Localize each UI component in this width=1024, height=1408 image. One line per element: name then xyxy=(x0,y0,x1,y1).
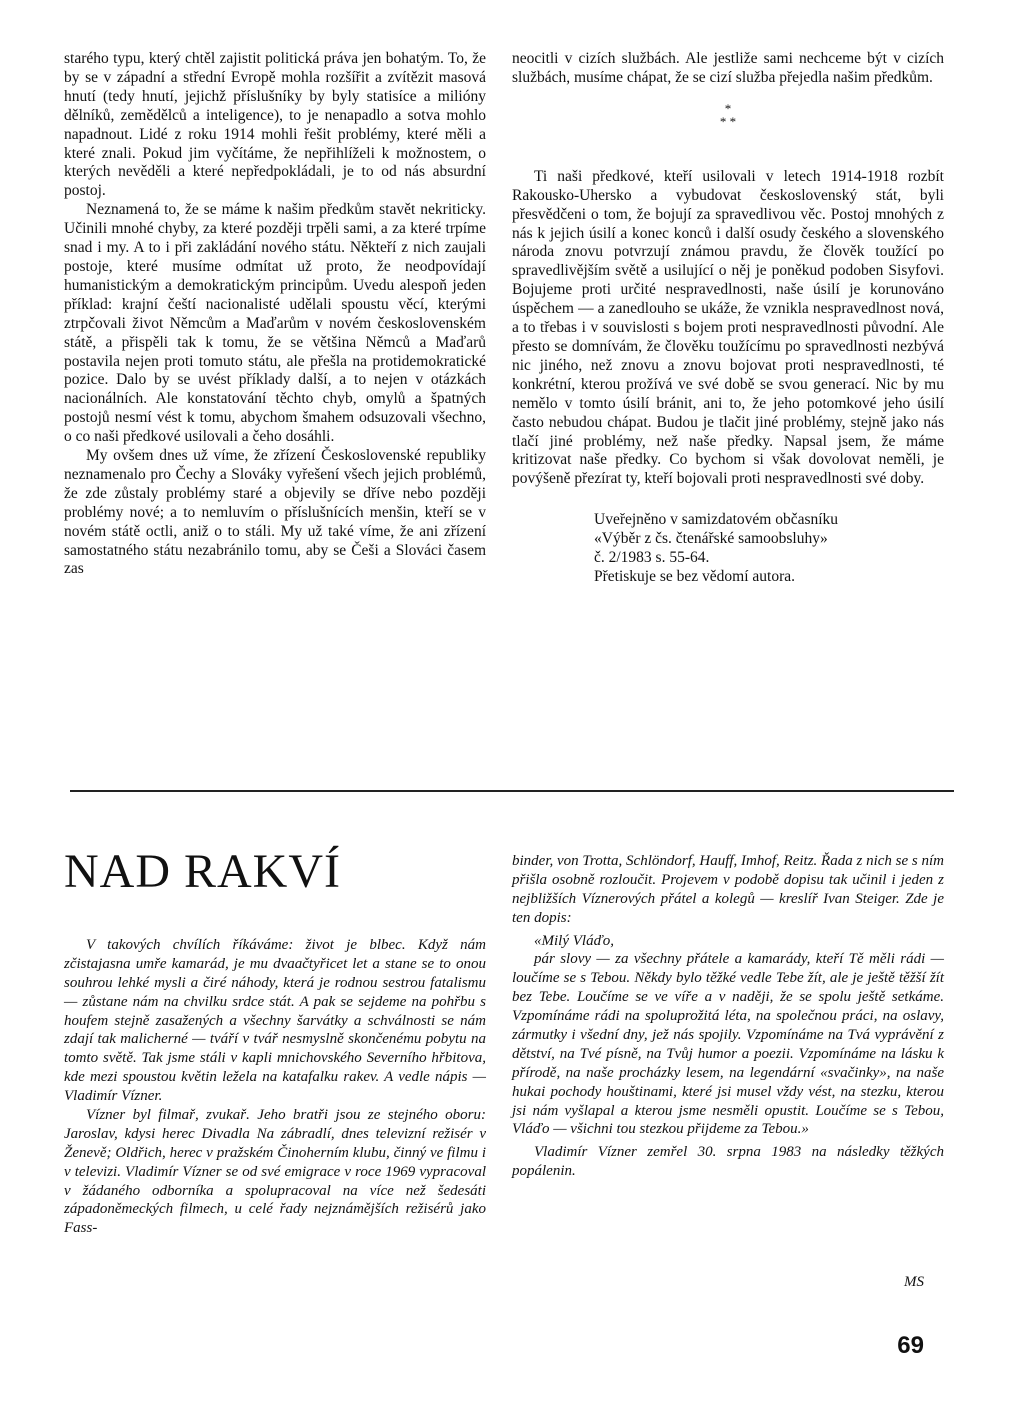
paragraph: starého typu, který chtěl zajistit politická práva jen bohatým. To, že by se v západní a střední Evropě mohla rozšířit a zvítězit masová hnutí (tedy hnutí, jejichž příslušníky by byly statisíce a milióny dělníků, zemědělců a inteligence), to je nenapadlo a sotva mohlo napadnout. Lidé z roku 1914 mohli řešit problémy, které měli a které znali. Pokud jim vyčítáme, že nepřihlíželi k možnostem, o kterých nevěděli a které nepředpokládali, je to od nás absurdní postoj. xyxy=(64,50,486,200)
article-title: NAD RAKVÍ xyxy=(64,845,341,898)
note-line: Uveřejněno v samizdatovém občasníku xyxy=(594,511,839,529)
note-line: «Výběr z čs. čtenářské samoobsluhy» xyxy=(594,530,828,548)
letter-greeting: «Milý Vláďo, xyxy=(534,932,614,949)
paragraph: binder, von Trotta, Schlöndorf, Hauff, Imhof, Reitz. Řada z nich se s ním přišla osobně rozloučit. Projevem v podobě dopisu tak učinil i jeden z nejbližších Víznerových přátel a kolegů — kreslíř Ivan Steiger. Zde je ten dopis: xyxy=(512,853,944,926)
article-left-column xyxy=(64,936,486,1238)
paragraph: Vízner byl filmař, zvukař. Jeho bratři jsou ze stejného oboru: Jaroslav, kdysi herec Divadla Na zábradlí, dnes televizní režisér v Ženevě; Oldřich, herec v pražském Činoherním klubu, činný ve filmu i v televizi. Vladimír Vízner se od své emigrace v roce 1969 vypracoval v žádaného odborníka a spolupracoval na více než šedesáti západoněmeckých filmech, u celé řady nejznámějších režisérů jako Fass- xyxy=(64,1107,486,1237)
closing-paragraph: Vladimír Vízner zemřel 30. srpna 1983 na následky těžkých popálenin. xyxy=(512,1144,944,1180)
letter-body: pár slovy — za všechny přátele a kamarády, kteří Tě měli rádi — loučíme se s Tebou. Někdy bylo těžké vedle Tebe žít, ale je ještě těžší žít bez Tebe. Loučíme se ve víře a v naději, že se spolu ještě setkáme. Vzpomínáme rádi na spoluprožitá léta, na společnou práci, na oslavy, zármutky i všední dny, jež nás spojily. Vzpomínáme na Tvá vyprávění z dětství, na Tvé písně, na Tvůj humor a poezii. Vzpomínáme na lásku k přírodě, na naše procházky lesem, na legendární «svačinky», na naše hukai pochody houštinami, které jsi musel vždy vést, na stezku, kterou jsi nám vyšlapal a kterou jsme nesměli opustit. Loučíme se s Tebou, Vláďo — všichni tou stezkou přijdeme za Tebou.» xyxy=(512,951,944,1138)
letter xyxy=(512,932,944,1140)
top-right-column xyxy=(512,50,944,587)
paragraph: Ti naši předkové, kteří usilovali v letech 1914-1918 rozbít Rakousko-Uhersko a vybudovat československý stát, byli přesvědčeni o tom, že bojují za spravedlivou věc. Postoj mnohých z nás k jejich úsilí a konec konců i další osudy českého a slovenského národa znovu potvrzují známou pravdu, že člověk toužící po spravedlivějším světě a usilující o něj je poněkud podoben Sisyfovi. Bojujeme proti určité nespravedlnosti, naše úsilí je korunováno úspěchem — a zanedlouho se ukáže, že vznikla nespravedlnost nová, a to třebas i v souvislosti s bojem proti nespravedlnosti původní. Ale přesto se domnívám, že člověku toužícímu po spravedlnosti nezbývá nic jiného, než znovu a znovu bojovat proti nespravedlnosti, té konkrétní, kterou prožívá ve své době se svou generací. Nic by mu nemělo v tomto úsilí bránit, ani to, že jeho potomkové jeho úsilí často nebudou chápat. Budou je tlačit jiné problémy, stejně jako nás tlačí jiné problémy, než naše předky. Napsal jsem, že máme kritizovat naše předky. Co bychom si však dovolovat neměli, je povýšeně přezírat ty, kteří bojovali proti nespravedlnosti své doby. xyxy=(512,167,944,488)
top-left-column xyxy=(64,50,486,579)
section-divider-stars xyxy=(512,102,944,128)
reprint-note: Přetiskuje se bez vědomí autora. xyxy=(594,567,796,585)
section-rule xyxy=(70,790,954,792)
star-top: * xyxy=(724,100,732,116)
paragraph: neocitli v cizích službách. Ale jestliže sami nechceme být v cizích službách, musíme chápat, že se cizí služba přejedla našim předkům. xyxy=(512,50,944,86)
page-number: 69 xyxy=(897,1332,924,1359)
author-signature: MS xyxy=(904,1274,924,1290)
stars-bottom: * * xyxy=(719,113,737,129)
publication-note xyxy=(512,511,944,568)
note-line: č. 2/1983 s. 55-64. xyxy=(594,549,710,567)
paragraph: V takových chvílích říkáváme: život je blbec. Když nám zčistajasna umře kamarád, je mu dvaačtyřicet let a stane se to onou souhrou lehké mysli a čiré náhody, která je rodnou sestrou fatalismu — zůstane nám na chvilku srdce stát. A pak se sejdeme na pohřbu s houfem stejně zasažených a všechny šarvátky a schválnosti se nám zdají tak malicherné — tváří v tvář nesmyslně skončenému pobytu na tomto světě. Tak jsme stáli v kapli mnichovského Severního hřbitova, kde mezi spoustou květin ležela na katafalku rakev. A vedle nápis — Vladimír Vízner. xyxy=(64,937,486,1105)
paragraph: Neznamená to, že se máme k našim předkům stavět nekriticky. Učinili mnohé chyby, za které později trpěli sami, a za které trpíme snad i my. A to i při zakládání nového státu. Někteří z nich zaujali postoje, které musíme odmítat už proto, že neodpovídají humanistickým a demokratickým principům. Uvedu alespoň jeden příklad: krajní čeští nacionalisté udělali spoustu věcí, kterými ztrpčovali život Němcům a Maďarům v novém československém státě, a přispěli tak k tomu, že se většina Němců a Maďarů postavila nejen proti tomuto státu, ale přešla na protidemokratické pozice. Dalo by se uvést příklady další, a to nejen v otázkách nacionálních. Ale konstatování těchto chyb, omylů a špatných postojů nesmí vést k tomu, abychom šmahem odsuzovali všechno, o co naši předkové usilovali a čeho dosáhli. xyxy=(64,201,486,446)
paragraph: My ovšem dnes už víme, že zřízení Československé republiky neznamenalo pro Čechy a Slováky vyřešení všech jejich problémů, že zde zůstaly problémy staré a objevily se dříve nebo později problémy nové; a to nemluvím o příslušnících menšin, kteří se v novém státě octli, aniž o to stáli. My už také víme, že ani zřízení samostatného státu nezabránilo tomu, aby se Češi a Slováci časem zas xyxy=(64,447,486,578)
article-right-column xyxy=(512,852,944,1181)
